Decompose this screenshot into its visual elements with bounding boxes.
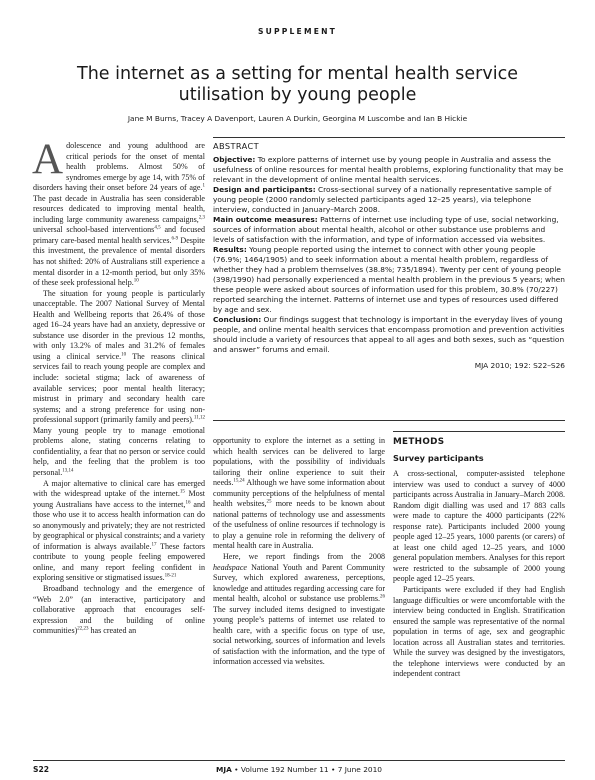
abstract-box (213, 141, 565, 371)
intro-paragraph-2: The situation for young people is particularly unacceptable. The 2007 National Survey of Mental Health and Wellbeing reports that 26.4% of those aged 16–24 years have had an anxiety, depressive or substance use disorder in the previous 12 months, with only 13.2% of males and 31.2% of females using a clinical service.$^{10}$ The reasons clinical services fail to reach young people are complex and include: societal stigma; lack of awareness of available services; poor mental health literacy; mistrust in primary and secondary health care systems; and a strong preference for using non-professional support (primarily family and peers).$^{11,12}$ Many young people try to manage emotional problems alone, stating concerns relating to confidentiality, a fear that no person or service could help, and the feeling that the problem is too personal.$^{13,14}$ (33, 288, 205, 477)
survey-participants-heading: Survey participants (393, 453, 484, 463)
section-label: SUPPLEMENT (257, 27, 338, 36)
author-list: Jane M Burns, Tracey A Davenport, Lauren A Durkin, Georgina M Luscombe and Ian B Hickie (127, 114, 468, 123)
intro-paragraph-4: Broadband technology and the emergence of “Web 2.0” (an interactive, participatory and collaborative approach that encourages self-expression and the building of online communities)$^{22,23}$ has created an (33, 583, 205, 636)
intro-paragraph-1: Adolescence and young adulthood are critical periods for the onset of mental health problems. Almost 50% of syndromes emerge by age 14, with 75% of disorders having their onset before 24 years of age.$^1$ The past decade in Australia has seen considerable resources dedicated to improving mental health, including large community awareness campaigns,$^{2,3}$ universal school-based interventions$^{4,5}$ and focused primary care-based mental health services.$^{6-9}$ Despite this investment, the prevalence of mental disorders has not shifted: 20% of Australians still experience a mental disorder in a 12-month period, but only 35% of these seek professional help.$^{10}$ (32, 136, 205, 288)
journal-footer: MJA • Volume 192 Number 11 • 7 June 2010 (215, 765, 383, 774)
middle-paragraph-1: opportunity to explore the internet as a setting in which health services can be delivered to large populations, with the possibility of individuals tailoring their online experience to suit their needs.$^{15,24}$ Although we have some information about community perceptions of the helpfulness of mental health websites,$^{25}$ more needs to be known about national patterns of technology use and assessments of the usefulness of online resources if technology is to play a genuine role in reforming the delivery of mental health care in Australia. (213, 436, 385, 551)
abstract-bottom-rule (213, 420, 565, 421)
abstract-results: Results: Young people reported using the internet to connect with other young people (76.9%; 1464/1905) and to seek information about a mental health problem, regardless of whether they had a problem themselves (38.8%; 735/1894). Twenty per cent of young people (398/1990) had personally experienced a mental health problem in the previous 5 years; when these people were asked about sources of information used for this problem, 30.8% (70/227) reported searching the internet. Patterns of internet use and types of resources used differed by age and sex. (213, 245, 565, 314)
page-number: S22 (33, 765, 50, 774)
drop-cap: A (32, 136, 64, 183)
methods-paragraph-1: A cross-sectional, computer-assisted telephone interview was used to conduct a survey of 4000 participants across Australia in January–March 2008. Random digit dialling was used and 17 883 calls were made to capture the 4000 participants (22% response rate). Participants included 2000 young people aged 12–25 years, 1000 parents (or carers) of at least one child aged 12–25 years, and 1000 general population members. Analyses for this report were restricted to the subsample of 2000 young people aged 12–25 years. (393, 469, 565, 584)
footer-rule (33, 760, 565, 761)
middle-paragraph-2: Here, we report findings from the 2008 headspace National Youth and Parent Community Survey, which explored awareness, perceptions, knowledge and attitudes regarding accessing care for mental health, alcohol or substance use problems.$^{26}$ The survey included items designed to investigate young people’s patterns of internet use related to health care, with a specific focus on type of use, social networking, sources of information and levels of satisfaction with the information, and the type of information accessed via websites. (213, 552, 385, 667)
body-column-middle (213, 436, 385, 668)
abstract-design: Design and participants: Cross-sectional survey of a nationally representative sample of young people (2000 randomly selected participants aged 12–25 years), via telephone interview, conducted in January–March 2008. (213, 185, 552, 214)
body-column-right (393, 469, 565, 680)
methods-heading: METHODS (393, 437, 445, 447)
abstract-heading: ABSTRACT (213, 141, 260, 151)
methods-paragraph-2: Participants were excluded if they had English language difficulties or were uncomfortable with the interview being conducted in English. Stratification ensured the sample was representative of the normal population in terms of age, sex and geographic location across all Australian states and territories. While the survey was designed by the investigators, the telephone interviews were conducted by an independent contract (393, 585, 565, 679)
abstract-objective: Objective: To explore patterns of internet use by young people in Australia and assess the usefulness of online resources for mental health problems, exploring functionality that may be relevant in the development of online mental health services. (213, 155, 564, 184)
abstract-conclusion: Conclusion: Our findings suggest that technology is important in the everyday lives of young people, and online mental health services that encompass promotion and prevention activities should include a variety of resources that appeal to all ages and both sexes, such as “question and answer” forums and email. (213, 315, 565, 354)
abstract-top-rule (213, 137, 565, 138)
citation: MJA 2010; 192: S22–S26 (474, 361, 565, 370)
body-column-left (32, 136, 206, 637)
abstract-outcome: Main outcome measures: Patterns of internet use including type of use, social networking, sources of information about mental health, alcohol or other substance use problems and levels of satisfaction with the information, and type of information accessed via websites. (213, 215, 559, 244)
methods-rule (393, 431, 565, 432)
article-title: The internet as a setting for mental health service utilisation by young people (77, 64, 518, 105)
intro-paragraph-3: A major alternative to clinical care has emerged with the widespread uptake of the internet.$^{15}$ Most young Australians have access to the internet,$^{16}$ and those who use it to access health information can do so anonymously and privately; they are not restricted by geographical or physical constraints; and a variety of information is always available.$^{17}$ These factors contribute to young people feeling empowered online, and many report feeling confident in exploring sensitive or stigmatised issues.$^{18-21}$ (33, 478, 206, 583)
